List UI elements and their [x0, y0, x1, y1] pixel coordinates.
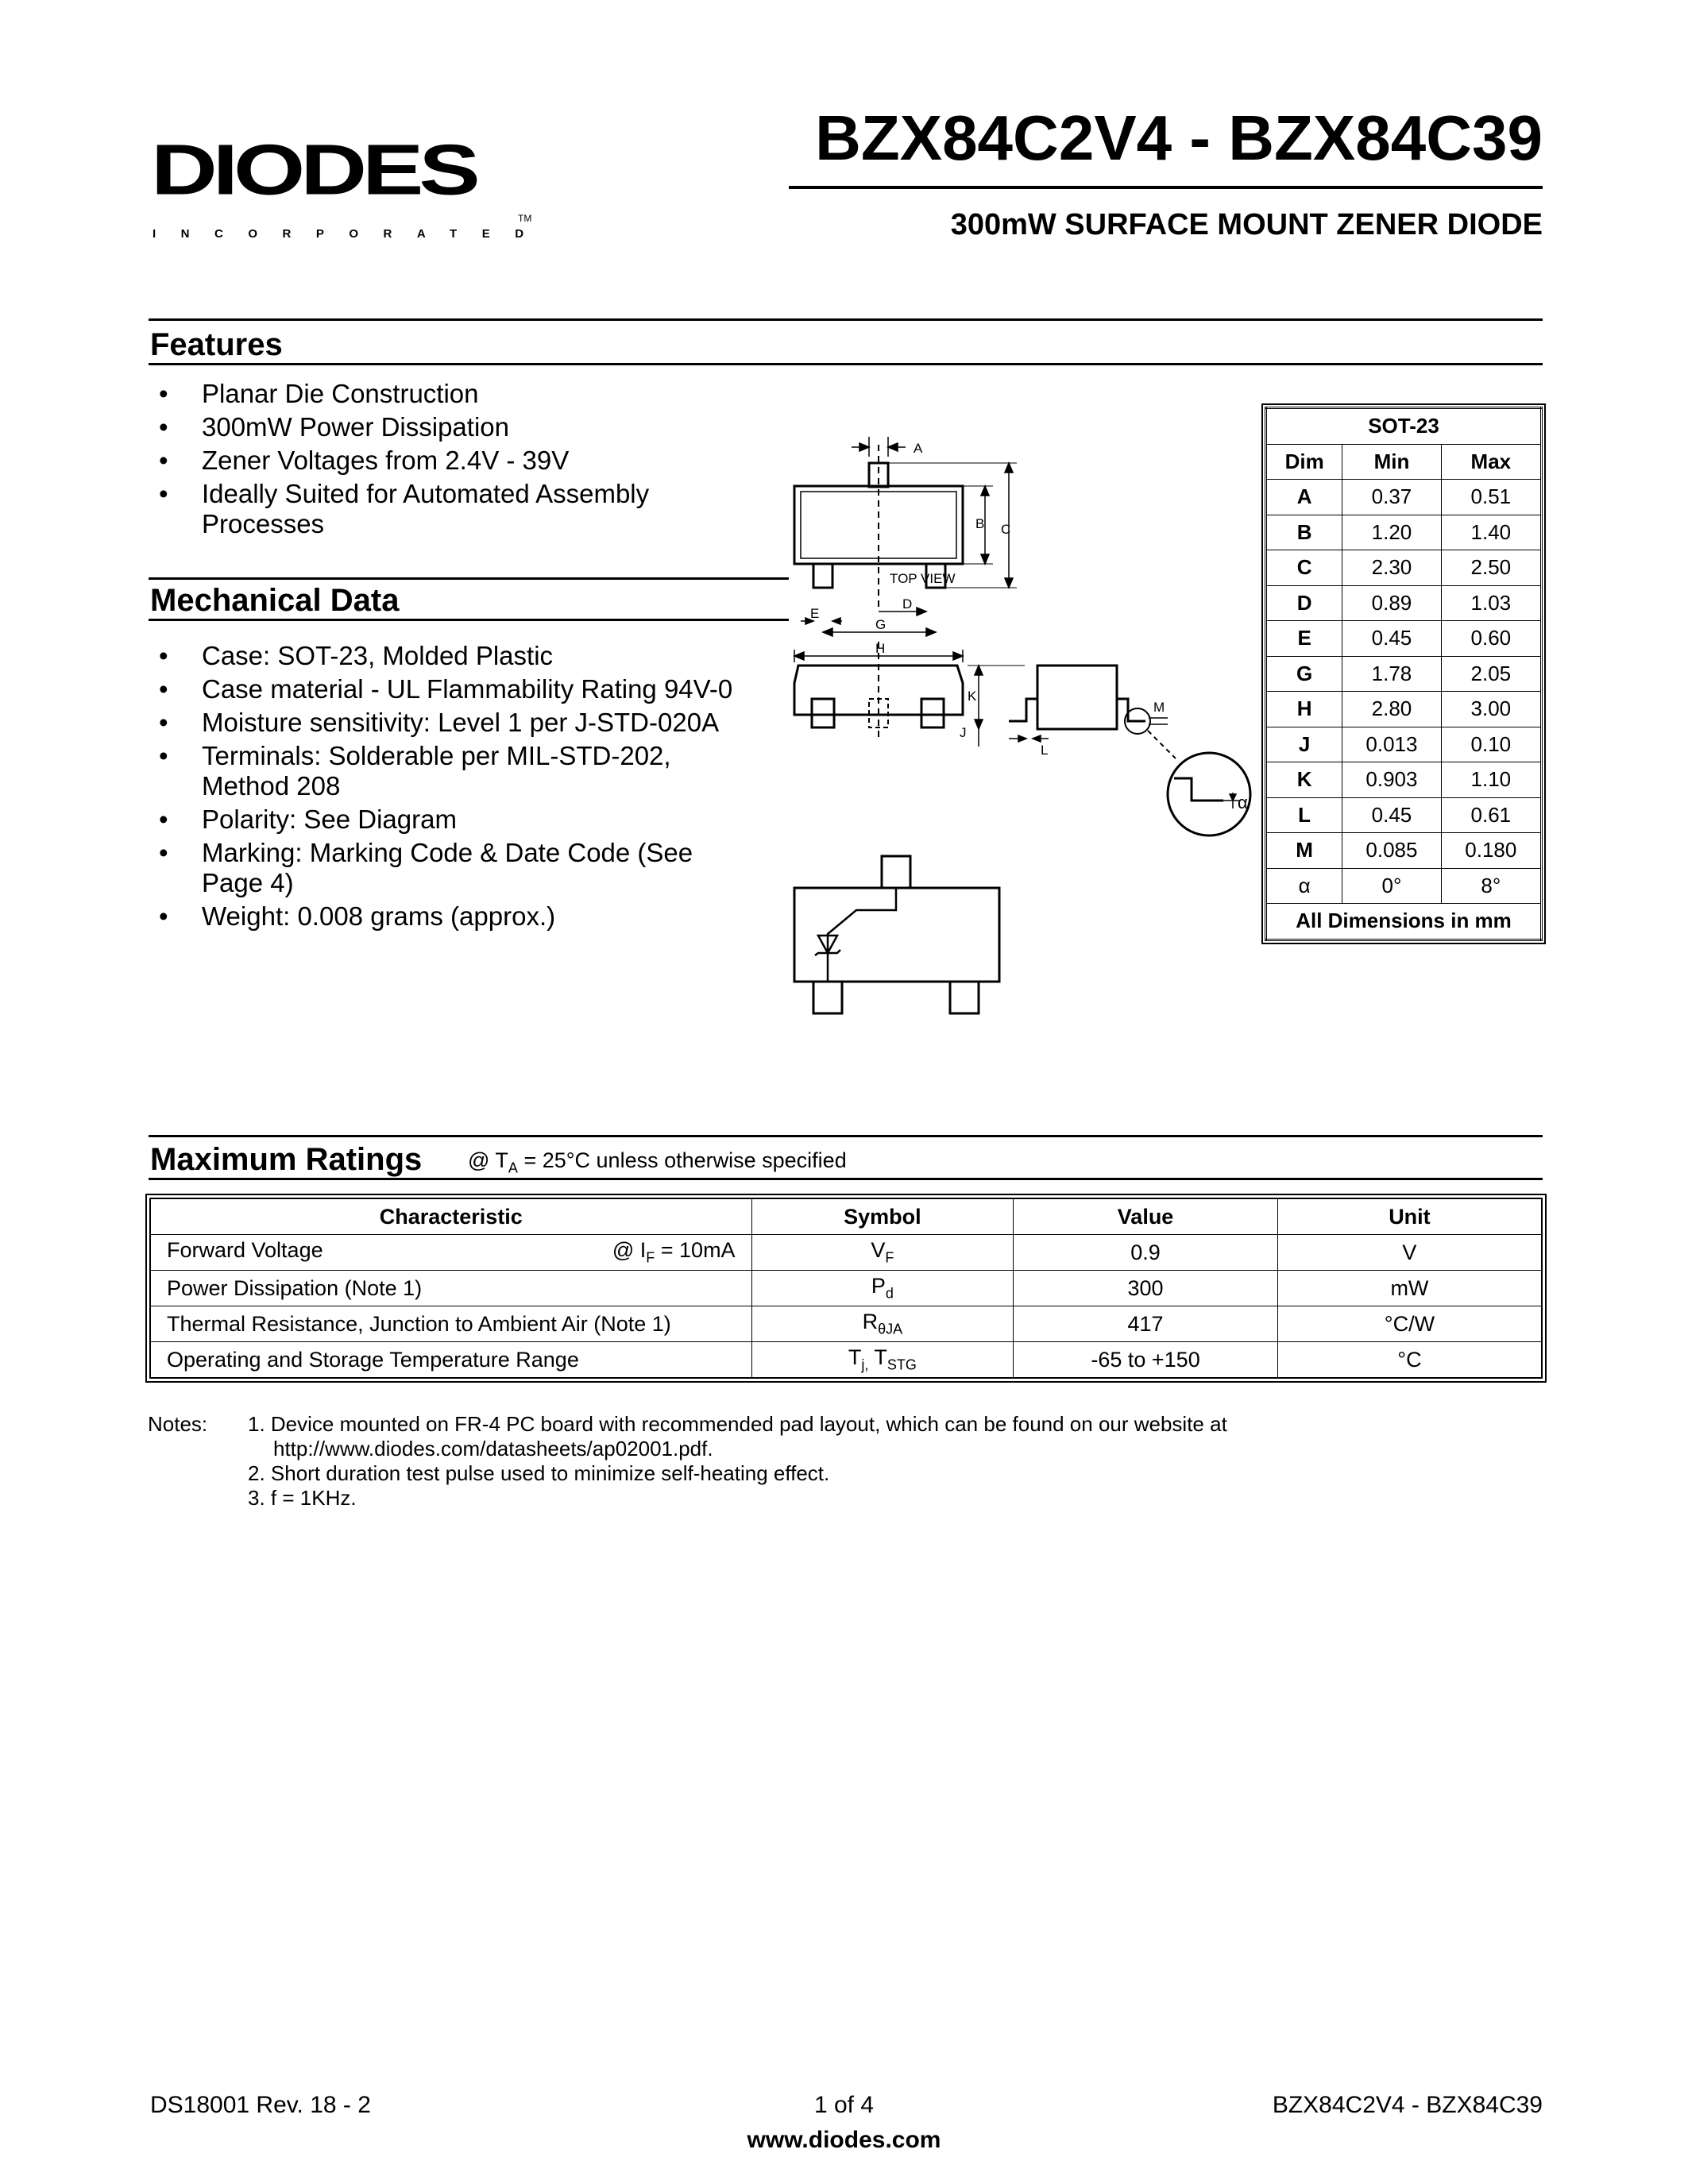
table-row: M 0.085 0.180: [1266, 833, 1542, 869]
table-row: Operating and Storage Temperature Range $T_{j,}$ $T_{STG}$ -65 to +150 °C: [150, 1342, 1542, 1379]
svg-text:A: A: [914, 441, 923, 456]
list-item: • Case material - UL Flammability Rating 94V-0: [153, 674, 804, 704]
company-logo: DIODES: [151, 129, 476, 210]
table-row: H 2.80 3.00: [1266, 692, 1542, 727]
table-row: G 1.78 2.05: [1266, 656, 1542, 692]
table-row: J 0.013 0.10: [1266, 727, 1542, 762]
table-row: Thermal Resistance, Junction to Ambient Air (Note 1) $R_{\theta JA}$ 417 °C/W: [150, 1306, 1542, 1342]
page-subtitle: 300mW SURFACE MOUNT ZENER DIODE: [950, 208, 1543, 241]
svg-text:D: D: [902, 596, 913, 612]
package-diagram: [786, 421, 1263, 1040]
top-view-pin: [813, 564, 832, 588]
footer-website-link[interactable]: www.diodes.com: [747, 2127, 941, 2153]
logo-subtitle: INCORPORATED: [153, 227, 549, 241]
table-row: Forward Voltage @ $I_F = 10mA$ $V_F$ 0.9 V: [150, 1235, 1542, 1271]
footer-part-number: BZX84C2V4 - BZX84C39: [1272, 2092, 1543, 2118]
list-item: • Case: SOT-23, Molded Plastic: [153, 641, 804, 671]
ratings-condition: @ $T_A = 25^\circ C$ unless otherwise specified: [468, 1148, 847, 1176]
list-item: • Ideally Suited for Automated Assembly Processes: [153, 479, 710, 539]
list-item: • Moisture sensitivity: Level 1 per J-STD-020A: [153, 708, 804, 738]
list-item: • 300mW Power Dissipation: [153, 412, 788, 442]
column-header: Min: [1342, 444, 1441, 480]
ratings-top-rule: [149, 1135, 1543, 1137]
features-bottom-rule: [149, 363, 1543, 365]
ratings-bottom-rule: [149, 1178, 1543, 1180]
svg-text:α: α: [1238, 793, 1248, 812]
list-item: • Zener Voltages from 2.4V - 39V: [153, 446, 788, 476]
table-row: E 0.45 0.60: [1266, 621, 1542, 657]
svg-text:H: H: [875, 641, 886, 656]
column-header: Dim: [1266, 444, 1342, 480]
table-row: α 0° 8°: [1266, 868, 1542, 904]
sot23-title: SOT-23: [1266, 408, 1542, 445]
column-header: Symbol: [751, 1198, 1014, 1235]
svg-text:B: B: [975, 516, 985, 531]
table-row: K 0.903 1.10: [1266, 762, 1542, 798]
note-item: 1. Device mounted on FR-4 PC board with recommended pad layout, which can be found on our website at: [248, 1412, 1227, 1436]
table-row: C 2.30 2.50: [1266, 550, 1542, 586]
svg-text:M: M: [1153, 700, 1165, 715]
trademark-mark: TM: [518, 213, 532, 224]
svg-text:G: G: [875, 617, 886, 632]
sot23-dimension-table: [1265, 407, 1543, 941]
features-list: [153, 379, 788, 542]
footer-doc-id: DS18001 Rev. 18 - 2: [150, 2092, 371, 2118]
list-item: • Marking: Marking Code & Date Code (See Page 4): [153, 838, 694, 898]
note-item: 3. f = 1KHz.: [248, 1486, 357, 1510]
svg-text:J: J: [960, 725, 967, 740]
mechanical-top-rule: [149, 577, 789, 580]
sot23-footer: All Dimensions in mm: [1266, 904, 1542, 940]
page-title: BZX84C2V4 - BZX84C39: [815, 102, 1543, 173]
max-ratings-table: [149, 1198, 1543, 1379]
table-row: D 0.89 1.03: [1266, 585, 1542, 621]
mechanical-bottom-rule: [149, 619, 789, 621]
end-view-body: [1037, 666, 1117, 729]
column-header: Characteristic: [150, 1198, 751, 1235]
top-view-label: TOP VIEW: [890, 571, 956, 586]
list-item: • Polarity: See Diagram: [153, 805, 804, 835]
svg-text:E: E: [810, 606, 820, 621]
table-row: L 0.45 0.61: [1266, 797, 1542, 833]
svg-text:C: C: [1001, 522, 1011, 537]
table-row: B 1.20 1.40: [1266, 515, 1542, 550]
note-item: http://www.diodes.com/datasheets/ap02001.pdf.: [273, 1437, 713, 1461]
mechanical-list: [153, 641, 804, 935]
footer-page-number: 1 of 4: [813, 2092, 875, 2118]
svg-text:K: K: [968, 689, 977, 704]
column-header: Value: [1014, 1198, 1278, 1235]
features-heading: Features: [150, 327, 283, 362]
mechanical-heading: Mechanical Data: [150, 583, 400, 618]
svg-text:L: L: [1041, 743, 1049, 758]
column-header: Max: [1441, 444, 1541, 480]
title-rule: [789, 186, 1543, 189]
features-top-rule: [149, 318, 1543, 321]
ratings-heading: Maximum Ratings: [150, 1142, 423, 1177]
column-header: Unit: [1277, 1198, 1542, 1235]
table-row: Power Dissipation (Note 1) $P_d$ 300 mW: [150, 1271, 1542, 1306]
list-item: • Weight: 0.008 grams (approx.): [153, 901, 804, 932]
notes-label: Notes:: [148, 1412, 208, 1436]
list-item: • Planar Die Construction: [153, 379, 788, 409]
table-row: A 0.37 0.51: [1266, 480, 1542, 515]
note-item: 2. Short duration test pulse used to minimize self-heating effect.: [248, 1461, 830, 1485]
list-item: • Terminals: Solderable per MIL-STD-202, Method 208: [153, 741, 710, 801]
